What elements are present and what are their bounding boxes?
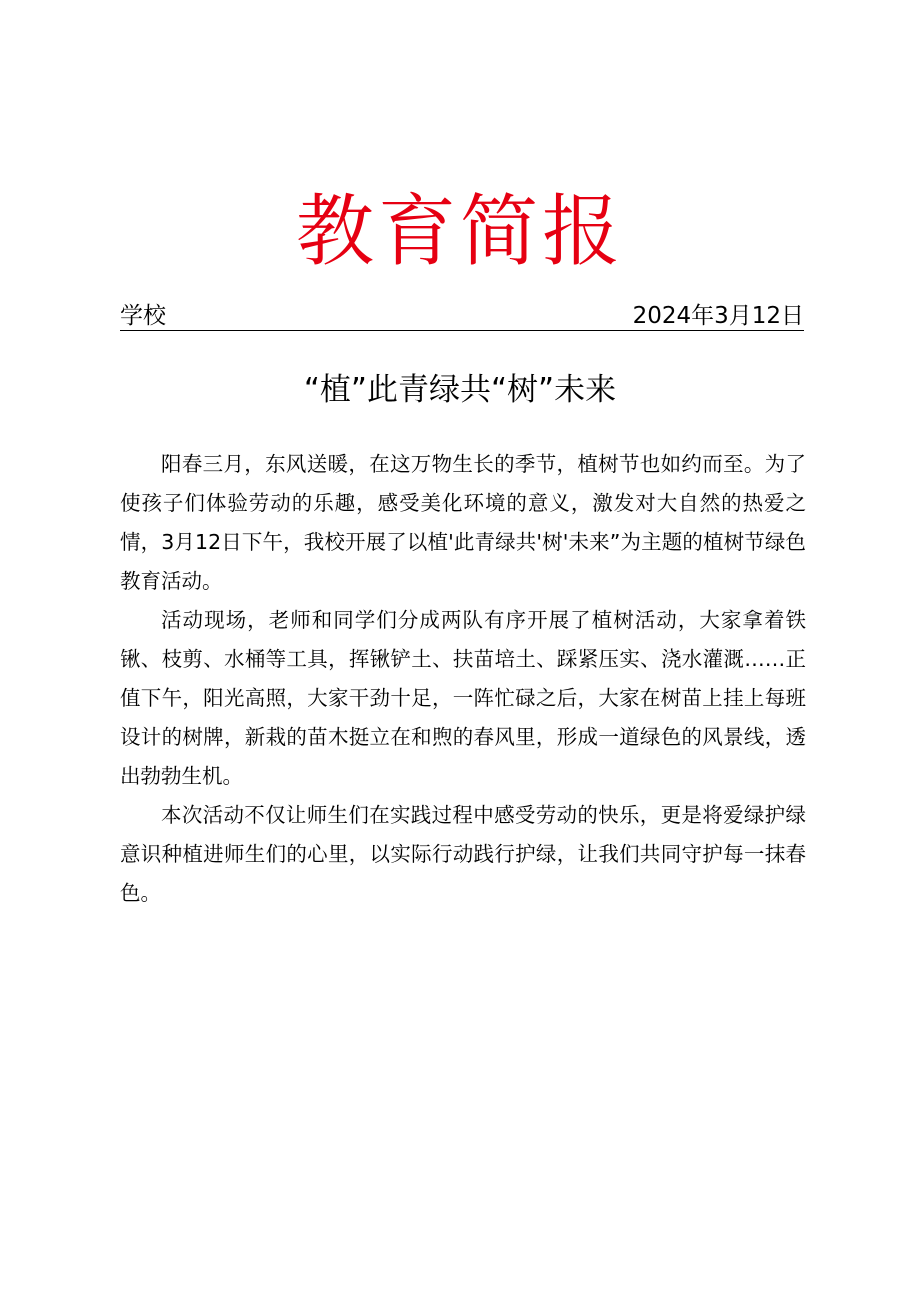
article-paragraph-3: 本次活动不仅让师生们在实践过程中感受劳动的快乐，更是将爱绿护绿意识种植进师生们的心里，以实际行动践行护绿，让我们共同守护每一抹春色。 — [120, 803, 806, 905]
article-headline: “植”此青绿共“树”未来 — [303, 372, 617, 408]
issue-date: 2024年3月12日 — [632, 303, 804, 329]
article-paragraph-2: 活动现场，老师和同学们分成两队有序开展了植树活动，大家拿着铁锹、枝剪、水桶等工具，挥锹铲土、扶苗培土、踩紧压实、浇水灌溉……正值下午，阳光高照，大家干劲十足，一阵忙碌之后，大家在树苗上挂上每班设计的树牌，新栽的苗木挺立在和煦的春风里，形成一道绿色的风景线，透出勃勃生机。 — [120, 608, 806, 788]
school-label: 学校 — [120, 303, 166, 329]
masthead-title: 教育简报 — [295, 187, 624, 277]
article-body — [120, 445, 806, 913]
article-paragraph-1: 阳春三月，东风送暖，在这万物生长的季节，植树节也如约而至。为了使孩子们体验劳动的乐趣，感受美化环境的意义，激发对大自然的热爱之情，3月12日下午，我校开展了以植'此青绿共'树'未来”为主题的植树节绿色教育活动。 — [120, 452, 806, 593]
info-line — [120, 300, 804, 331]
